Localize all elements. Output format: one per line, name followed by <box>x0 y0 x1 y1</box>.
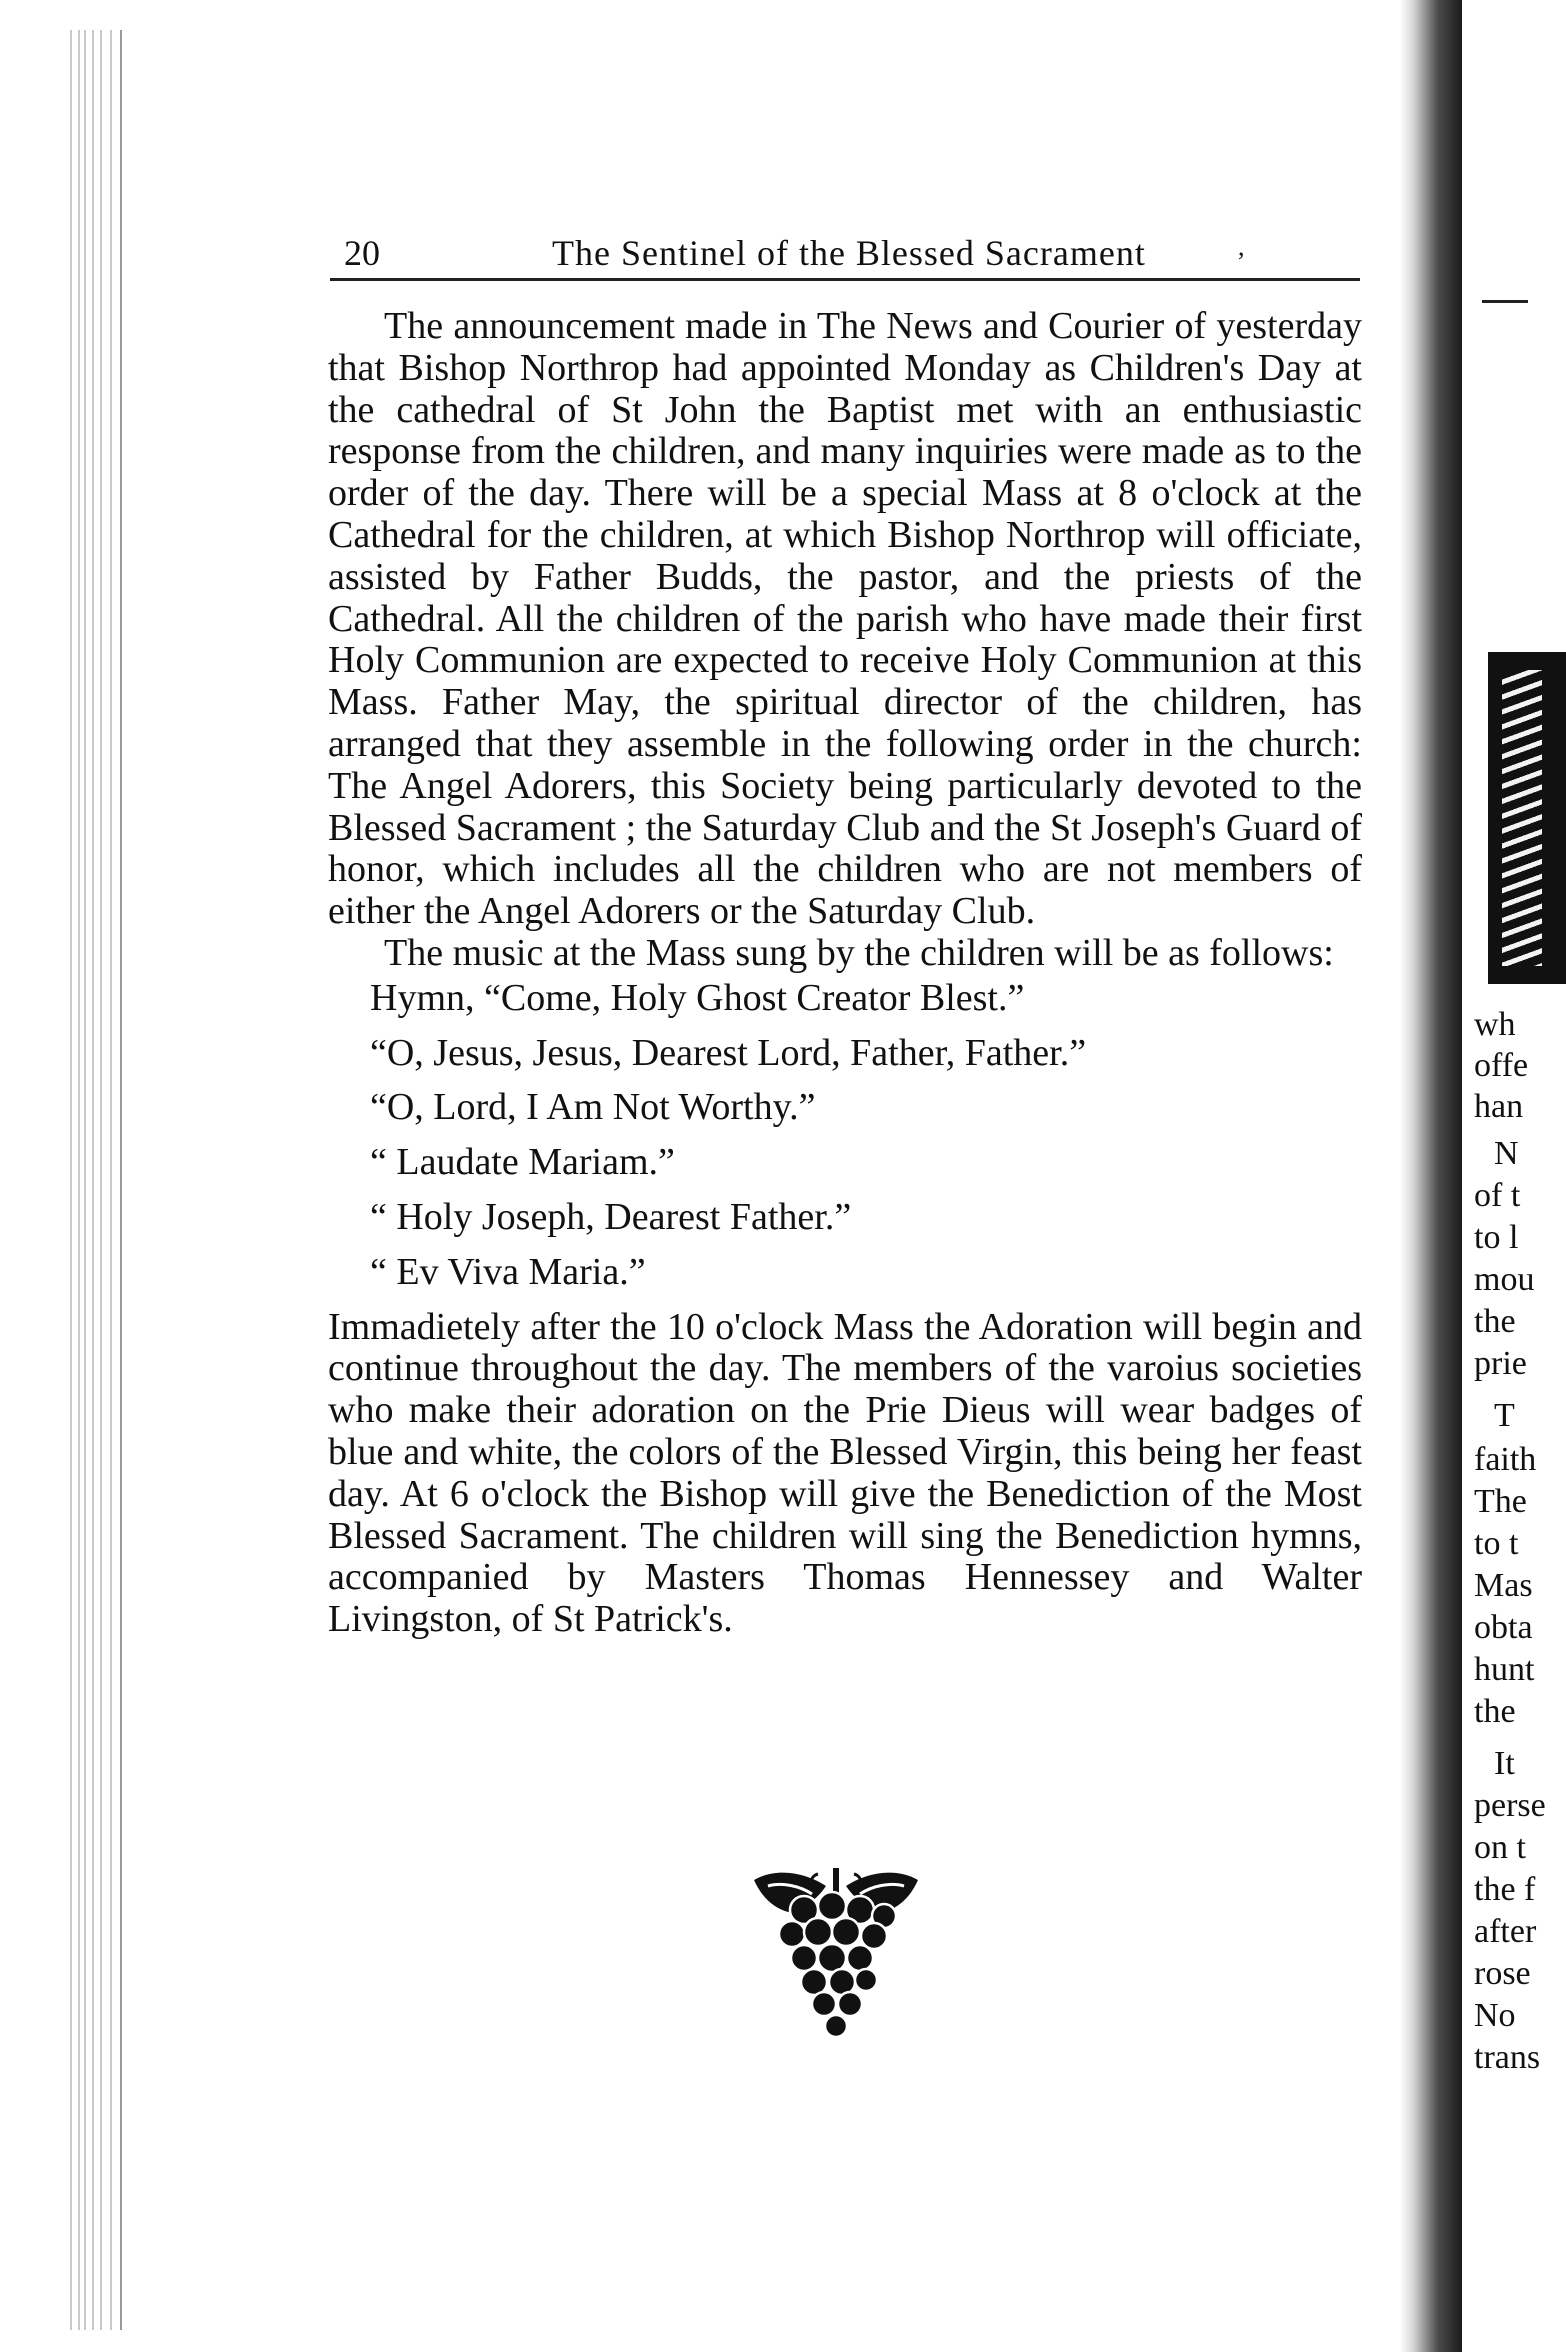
page-number: 20 <box>344 233 380 273</box>
facing-fragment: the f <box>1474 1871 1536 1908</box>
facing-fragment: offe <box>1474 1047 1529 1084</box>
hymn-item: “O, Jesus, Jesus, Dearest Lord, Father, Father.” <box>370 1031 1087 1074</box>
facing-fragment: of t <box>1474 1177 1521 1214</box>
facing-fragment: prie <box>1474 1345 1527 1382</box>
paragraph-announcement: The announcement made in The News and Courier of yesterday that Bishop Northrop had appointed Monday as Children's Day at the cathedral of St John the Baptist met with an enthusiastic response from the children, and many inquiries were made as to the order of the day. There will be a special Mass at 8 o'clock at the Cathedral for the children, at which Bishop Northrop will officiate, assisted by Father Budds, the pastor, and the priests of the Cathedral. All the children of the parish who have made their first Holy Communion are expected to receive Holy Communion at this Mass. Father May, the spiritual director of the children, has arranged that they assemble in the following order in the church: The Angel Adorers, this Society being particularly devoted to the Blessed Sacrament ; the Saturday Club and the St Joseph's Guard of honor, which includes all the children who are not members of either the Angel Adorers or the Saturday Club. <box>328 305 1362 933</box>
facing-fragment: hunt <box>1474 1651 1535 1688</box>
binding-shadow <box>1400 0 1470 2352</box>
facing-fragment: The <box>1474 1483 1527 1520</box>
facing-fragment: faith <box>1474 1441 1537 1478</box>
facing-fragment: wh <box>1474 1006 1516 1043</box>
facing-fragment: trans <box>1474 2039 1541 2076</box>
facing-fragment: the <box>1474 1303 1516 1340</box>
running-title: The Sentinel of the Blessed Sacrament <box>552 233 1146 273</box>
hymn-item: “O, Lord, I Am Not Worthy.” <box>370 1086 816 1129</box>
facing-fragment: to t <box>1474 1525 1519 1562</box>
facing-fragment: han <box>1474 1088 1524 1125</box>
facing-fragment: Mas <box>1474 1567 1533 1604</box>
facing-fragment: perse <box>1474 1787 1546 1824</box>
stray-mark: , <box>1238 232 1245 261</box>
page-edge-lines <box>70 30 130 2330</box>
facing-fragment: mou <box>1474 1261 1535 1298</box>
facing-page-edge <box>1462 0 1546 2352</box>
hymn-item: “ Ev Viva Maria.” <box>370 1250 646 1293</box>
facing-fragment: It <box>1494 1745 1515 1782</box>
facing-fragment: after <box>1474 1913 1537 1950</box>
facing-fragment: obta <box>1474 1609 1533 1646</box>
facing-fragment: on t <box>1474 1829 1526 1866</box>
facing-fragment: T <box>1494 1397 1515 1434</box>
facing-ornament-icon <box>1488 652 1566 984</box>
facing-fragment: the <box>1474 1693 1516 1730</box>
paragraph-music-intro: The music at the Mass sung by the children will be as follows: <box>384 931 1334 974</box>
hymn-item: “ Laudate Mariam.” <box>370 1141 675 1184</box>
article-body <box>328 306 1362 1641</box>
facing-fragment: to l <box>1474 1219 1519 1256</box>
facing-fragment: N <box>1494 1135 1519 1172</box>
hymn-item: “ Holy Joseph, Dearest Father.” <box>370 1195 852 1238</box>
facing-fragment: No <box>1474 1997 1516 2034</box>
facing-fragment: rose <box>1474 1955 1531 1992</box>
hymn-list <box>328 978 1362 1294</box>
grape-cluster-icon <box>748 1864 924 2046</box>
hymn-item: Hymn, “Come, Holy Ghost Creator Blest.” <box>370 976 1025 1019</box>
facing-header-rule <box>1482 300 1528 303</box>
running-header <box>330 226 1360 281</box>
paragraph-adoration: Immadietely after the 10 o'clock Mass the Adoration will begin and continue throughout the day. The members of the varoius societies who make their adoration on the Prie Dieus will wear badges of blue and white, the colors of the Blessed Virgin, this being her feast day. At 6 o'clock the Bishop will give the Benediction of the Most Blessed Sacrament. The children will sing the Benediction hymns, accompanied by Masters Thomas Hennessey and Walter Livingston, of St Patrick's. <box>328 1305 1362 1641</box>
